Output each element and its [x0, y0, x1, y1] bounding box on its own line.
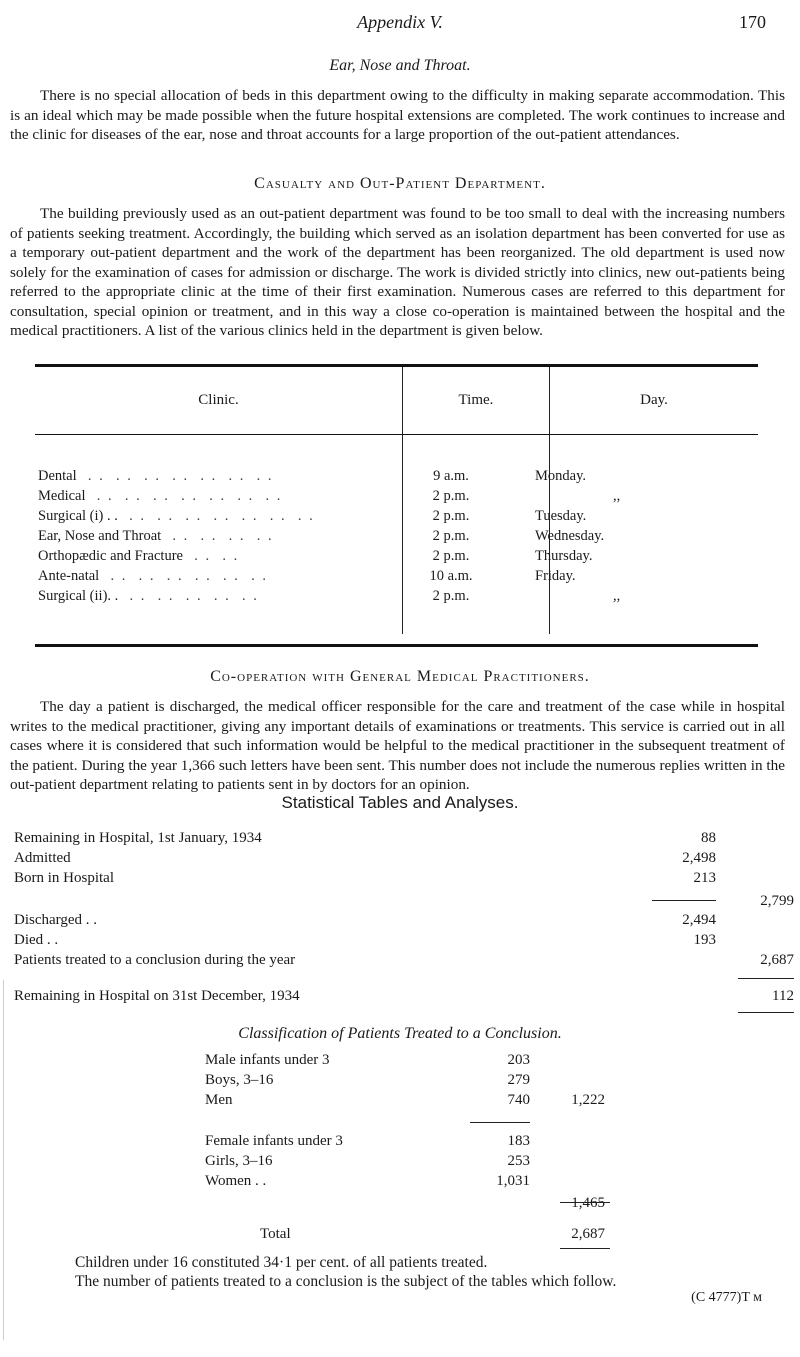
clinic-day: Monday.: [535, 468, 587, 484]
class-total-value: 2,687: [571, 1226, 605, 1242]
appendix-title: Appendix V.: [357, 12, 443, 32]
clinic-name: Dental: [38, 468, 77, 484]
clinic-name: Orthopædic and Fracture: [38, 548, 183, 564]
class-value: 279: [507, 1072, 530, 1088]
casualty-heading: Casualty and Out-Patient Department.: [254, 175, 546, 192]
clinic-time: 2 p.m.: [432, 548, 470, 564]
class-value: 1,031: [496, 1173, 530, 1189]
stat-total: 2,687: [760, 952, 794, 968]
stat-value: 193: [693, 932, 716, 948]
cooperation-heading: Co-operation with General Medical Practitioners.: [210, 668, 590, 685]
statistics-heading: Statistical Tables and Analyses.: [281, 793, 519, 812]
class-value: 203: [507, 1052, 530, 1068]
table-row: Ante-natal . . . . . . . . . . . . 10 a.m. Friday.: [35, 568, 758, 588]
table-bottom-rule: [35, 644, 758, 647]
stat-total: 2,799: [760, 893, 794, 909]
clinic-day: ,,: [613, 588, 621, 604]
stat-label: Admitted: [14, 850, 71, 866]
ent-heading: Ear, Nose and Throat.: [329, 57, 471, 74]
class-row: [205, 1153, 605, 1173]
table-row: Surgical (i) . . . . . . . . . . . . . . . . 2 p.m. Tuesday.: [35, 508, 758, 528]
class-label: Girls, 3–16: [205, 1153, 273, 1169]
total-rule: [560, 1248, 610, 1249]
clinic-day: Wednesday.: [535, 528, 605, 544]
table-row: Orthopædic and Fracture . . . . 2 p.m. Thursday.: [35, 548, 758, 568]
header-time: Time.: [458, 392, 494, 408]
class-label: Female infants under 3: [205, 1133, 343, 1149]
stat-row: [14, 932, 794, 952]
header-clinic: Clinic.: [198, 392, 239, 408]
class-row: [205, 1052, 605, 1072]
page-number: 170: [739, 12, 766, 32]
clinic-time: 9 a.m.: [433, 468, 469, 484]
casualty-paragraph: The building previously used as an out-patient department was found to be too small to deal with the increasing numbers of patients seeking treatment. Accordingly, the building which served as an isolation department has been converted for use as a temporary out-patient department and the work of the department has been reorganized. The old department is used now solely for the examination of cases for admission or discharge. The work is divided strictly into clinics, new out-patients being referred to the appropriate clinic at the time of their first examination. Numerous cases are referred to this department for consultation, special opinion or treatment, and in this way a close co-operation is maintained between the hospital and the medical practitioners. A list of the various clinics held in the department is given below.: [10, 205, 785, 339]
cooperation-paragraph: The day a patient is discharged, the medical officer responsible for the care and treatment of the case while in hospital writes to the medical practitioner, giving any important details of examinations or treatments. This service is carried out in all cases where it is considered that such information would be helpful to the medical practitioner in the subsequent treatment of the patient. During the year 1,366 such letters have been sent. This number does not include the numerous replies written in the out-patient department relating to patients sent in by doctors for an opinion.: [10, 698, 785, 793]
stat-label: Remaining in Hospital on 31st December, 1934: [14, 988, 300, 1004]
clinic-name: Ear, Nose and Throat: [38, 528, 162, 544]
stat-value: 2,494: [682, 912, 716, 928]
page-header: [0, 12, 800, 36]
stat-label: Died . .: [14, 932, 59, 948]
footer-note: Children under 16 constituted 34·1 per cent. of all patients treated.: [75, 1254, 488, 1271]
stat-row: [14, 912, 794, 932]
class-total-label: Total: [260, 1226, 291, 1242]
class-row: [205, 1195, 605, 1215]
clinic-time: 10 a.m.: [429, 568, 473, 584]
scan-margin-line: [3, 980, 4, 1340]
stat-label: Remaining in Hospital, 1st January, 1934: [14, 830, 262, 846]
stat-row: [14, 830, 794, 850]
stat-row: [14, 988, 794, 1008]
classification-heading: Classification of Patients Treated to a Conclusion.: [238, 1025, 562, 1042]
total-rule: [738, 978, 794, 979]
table-row: Ear, Nose and Throat . . . . . . . . 2 p.m. Wednesday.: [35, 528, 758, 548]
class-label: Men: [205, 1092, 233, 1108]
class-value: 740: [507, 1092, 530, 1108]
class-row: [205, 1133, 605, 1153]
class-label: Boys, 3–16: [205, 1072, 274, 1088]
class-subtotal: 1,222: [571, 1092, 605, 1108]
stat-total: 112: [772, 988, 794, 1004]
class-row: [205, 1173, 605, 1193]
stat-row: [14, 893, 794, 913]
clinic-day: Tuesday.: [535, 508, 587, 524]
clinic-time: 2 p.m.: [432, 508, 470, 524]
clinic-time: 2 p.m.: [432, 588, 470, 604]
footer-note: The number of patients treated to a conclusion is the subject of the tables which follow.: [75, 1273, 617, 1290]
total-rule: [738, 1012, 794, 1013]
clinic-name: Surgical (ii). .: [38, 588, 119, 604]
stat-label: Patients treated to a conclusion during the year: [14, 952, 296, 968]
clinic-day: Thursday.: [535, 548, 593, 564]
clinic-time: 2 p.m.: [432, 528, 470, 544]
clinic-time: 2 p.m.: [432, 488, 470, 504]
class-total-row: [205, 1226, 605, 1246]
table-row: Medical . . . . . . . . . . . . . . 2 p.m. ,,: [35, 488, 758, 508]
table-top-rule: [35, 364, 758, 367]
stat-value: 213: [693, 870, 716, 886]
stat-row: [14, 870, 794, 890]
header-rule: [35, 434, 758, 435]
header-day: Day.: [640, 392, 668, 408]
ent-paragraph: There is no special allocation of beds in this department owing to the difficulty in making separate accommodation. This is an ideal which may be made possible when the future hospital extensions are completed. The work continues to increase and the clinic for diseases of the ear, nose and throat accounts for a large proportion of the out-patient attendances.: [10, 87, 785, 143]
class-label: Male infants under 3: [205, 1052, 330, 1068]
clinic-name: Ante-natal: [38, 568, 100, 584]
class-subtotal: 1,465: [571, 1195, 605, 1211]
stat-label: Discharged . .: [14, 912, 98, 928]
class-value: 253: [507, 1153, 530, 1169]
class-value: 183: [507, 1133, 530, 1149]
stat-value: 2,498: [682, 850, 716, 866]
subtotal-rule: [470, 1122, 530, 1123]
stat-row: [14, 850, 794, 870]
class-row: [205, 1092, 605, 1112]
table-row: Dental . . . . . . . . . . . . . . 9 a.m. Monday.: [35, 468, 758, 488]
class-row: [205, 1072, 605, 1092]
clinic-day: Friday.: [535, 568, 576, 584]
clinic-name: Surgical (i) . .: [38, 508, 118, 524]
stat-row: [14, 952, 794, 972]
clinic-day: ,,: [613, 488, 621, 504]
print-code: (C 4777)T м: [691, 1290, 762, 1305]
stat-value: 88: [701, 830, 716, 846]
class-label: Women . .: [205, 1173, 267, 1189]
clinic-name: Medical: [38, 488, 86, 504]
table-row: Surgical (ii). . . . . . . . . . . . 2 p.m. ,,: [35, 588, 758, 608]
stat-label: Born in Hospital: [14, 870, 114, 886]
